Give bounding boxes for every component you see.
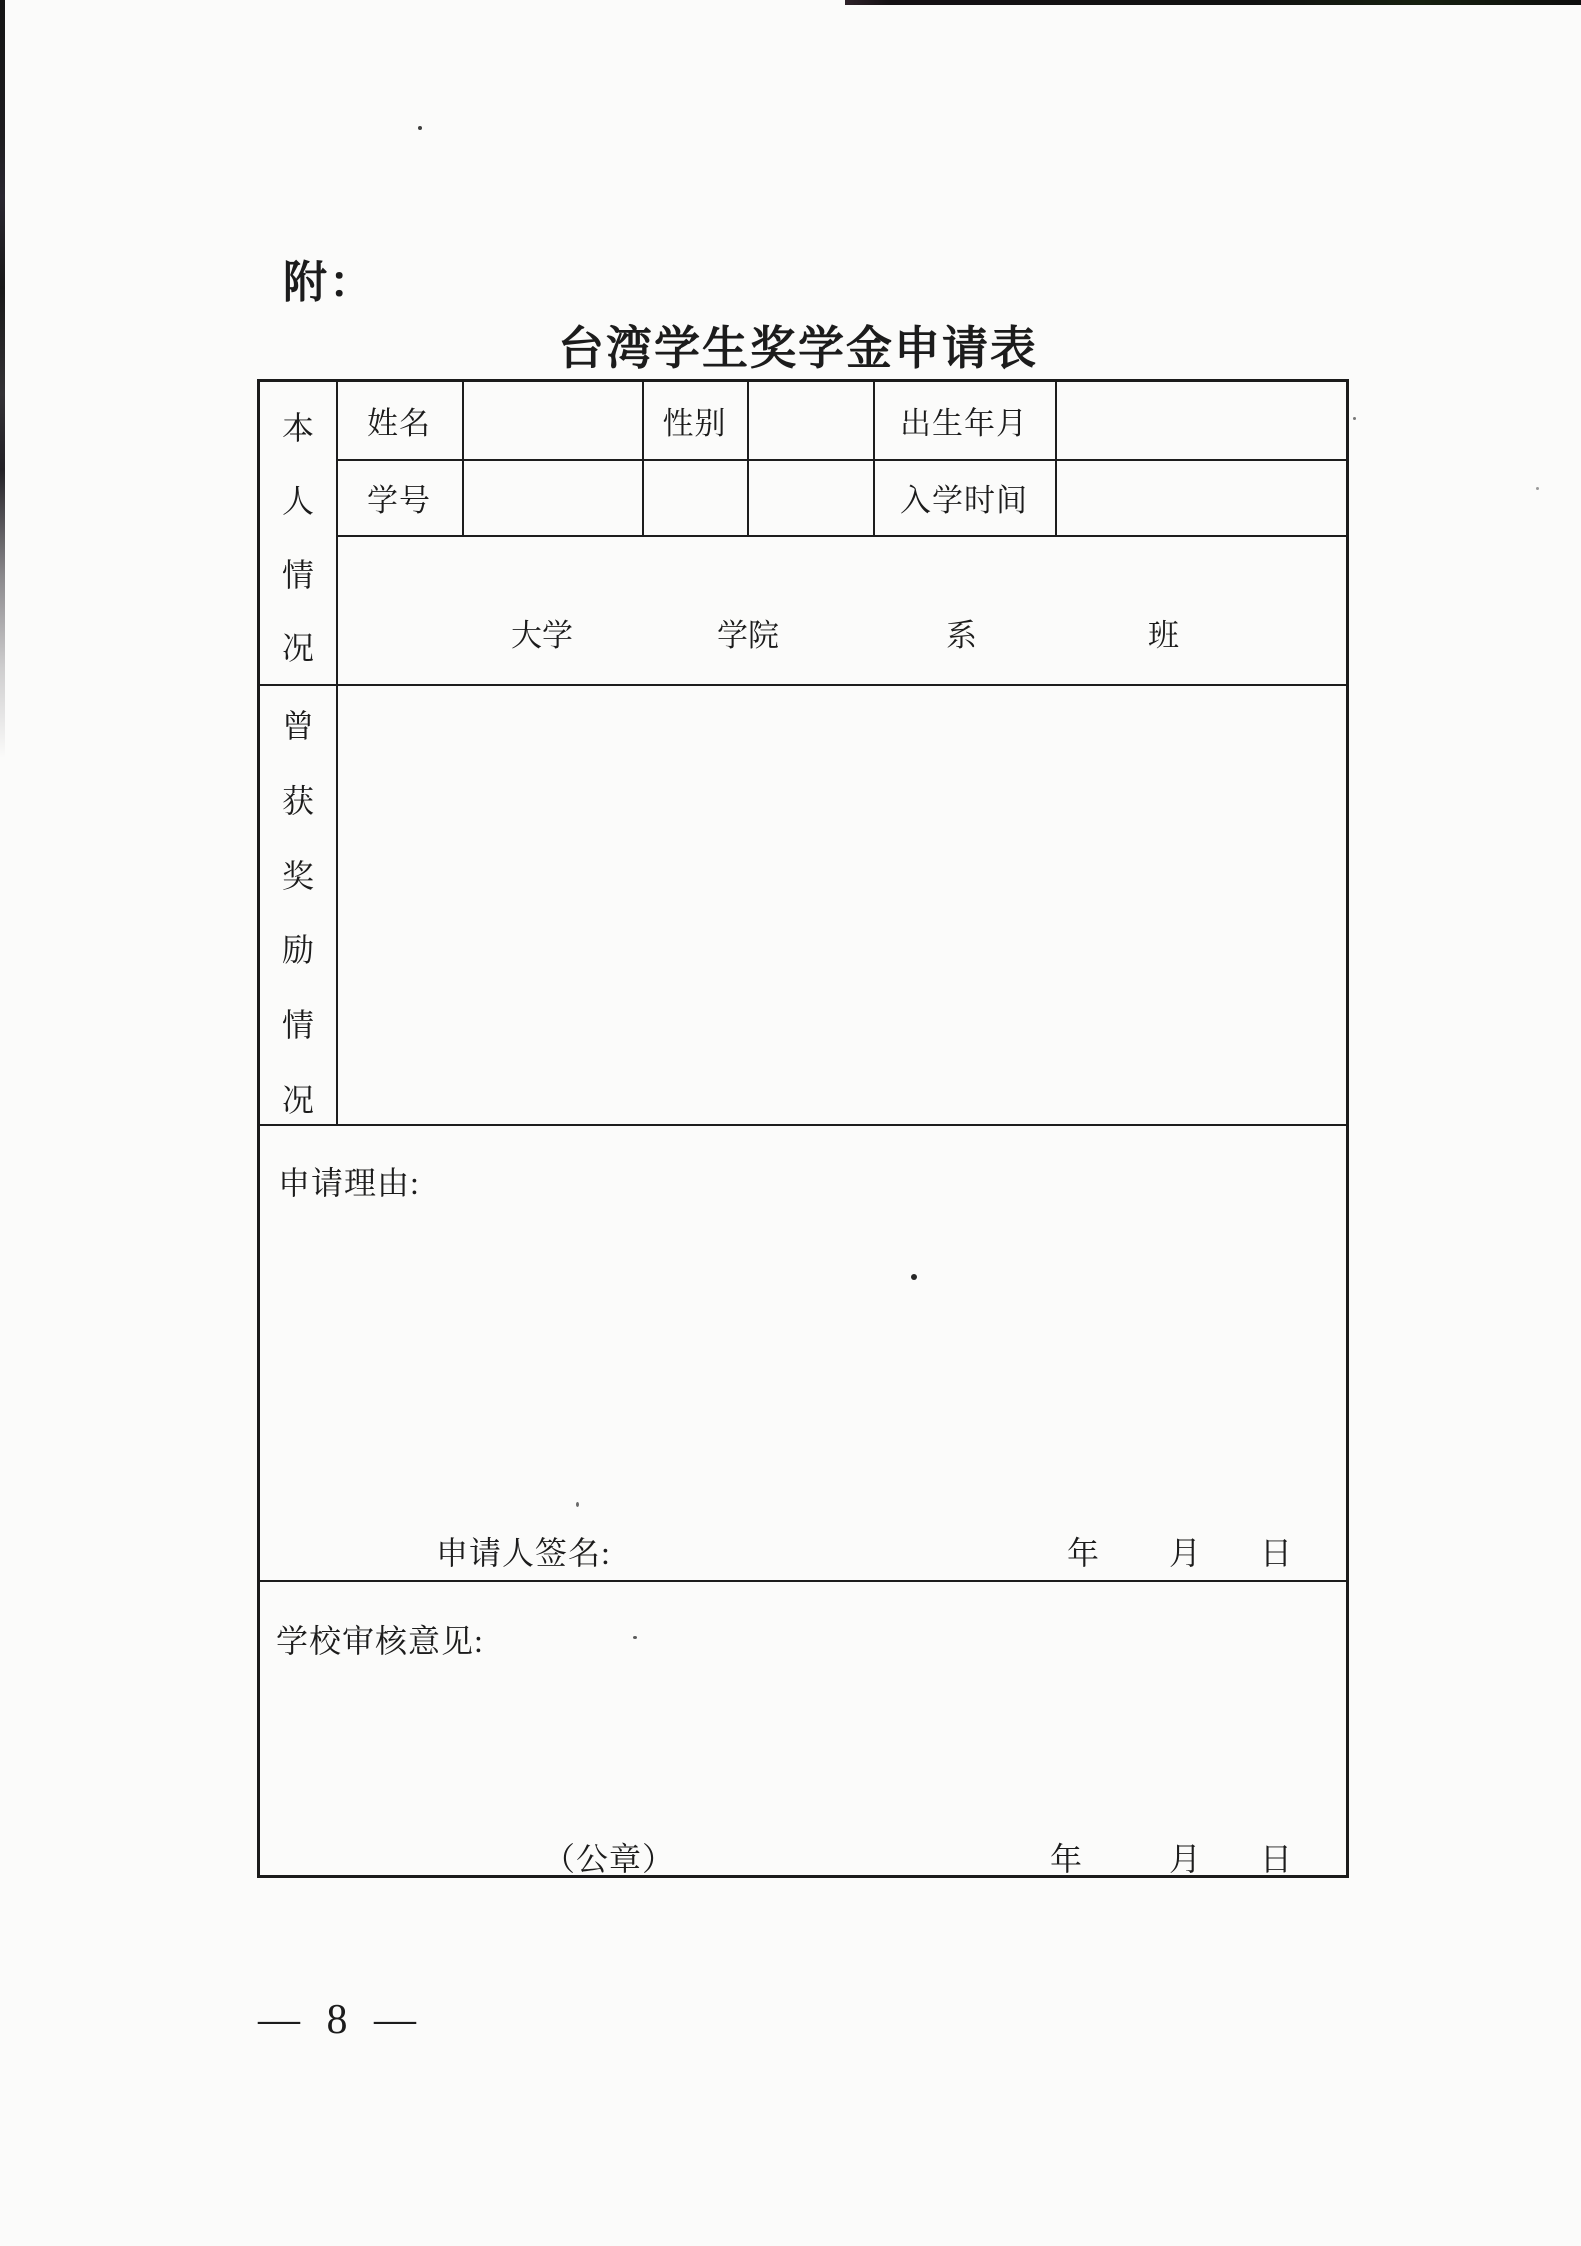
table-line [260, 1580, 1346, 1582]
label-char: 情 [281, 556, 314, 593]
label-char: 曾 [281, 708, 314, 744]
form-title: 台湾学生奖学金申请表 [558, 322, 1038, 374]
application-form-table [257, 379, 1349, 1878]
gender-field-label: 性别 [662, 406, 727, 441]
year-label: 年 [1067, 1535, 1100, 1571]
scan-artifact-dot [1536, 487, 1539, 490]
applicant-signature-label: 申请人签名: [436, 1535, 611, 1571]
page-number: — 8 — [258, 1997, 424, 2043]
scan-artifact-left-strip [0, 0, 5, 758]
label-char: 况 [281, 629, 314, 666]
enroll-time-input-cell [1055, 459, 1346, 535]
label-char: 况 [281, 1081, 314, 1118]
label-char: 奖 [281, 857, 314, 894]
personal-info-section-label [260, 382, 336, 684]
birthdate-field-label: 出生年月 [900, 406, 1028, 441]
table-line [336, 535, 1346, 537]
birthdate-input-cell [1055, 382, 1346, 459]
name-field-label: 姓名 [367, 406, 431, 441]
official-seal-label: （公章） [543, 1841, 676, 1877]
name-input-cell [462, 382, 642, 459]
scan-artifact-top-band [845, 0, 1581, 5]
awards-content-cell [338, 686, 1346, 1124]
label-char: 获 [281, 782, 314, 819]
scan-artifact-dot [1353, 417, 1356, 420]
student-id-input-cell [462, 459, 642, 535]
department-label: 系 [946, 618, 977, 653]
table-line [260, 1124, 1346, 1126]
label-char: 情 [281, 1007, 314, 1044]
awards-section-label [260, 684, 336, 1124]
day-label: 日 [1260, 1841, 1293, 1877]
university-label: 大学 [511, 618, 573, 653]
scan-artifact-dot [418, 126, 422, 130]
month-label: 月 [1169, 1535, 1202, 1571]
college-label: 学院 [717, 618, 779, 653]
enroll-time-field-label: 入学时间 [900, 482, 1028, 518]
label-char: 本 [281, 410, 314, 446]
class-label: 班 [1148, 618, 1179, 653]
application-reason-label: 申请理由: [278, 1165, 420, 1201]
attachment-label: 附： [283, 258, 375, 307]
day-label: 日 [1260, 1535, 1293, 1571]
label-char: 人 [281, 483, 314, 520]
label-char: 励 [281, 932, 314, 969]
year-label: 年 [1050, 1841, 1083, 1877]
school-review-label: 学校审核意见: [276, 1623, 484, 1659]
student-id-field-label: 学号 [367, 482, 431, 518]
gender-input-cell [747, 382, 873, 459]
month-label: 月 [1169, 1841, 1202, 1877]
